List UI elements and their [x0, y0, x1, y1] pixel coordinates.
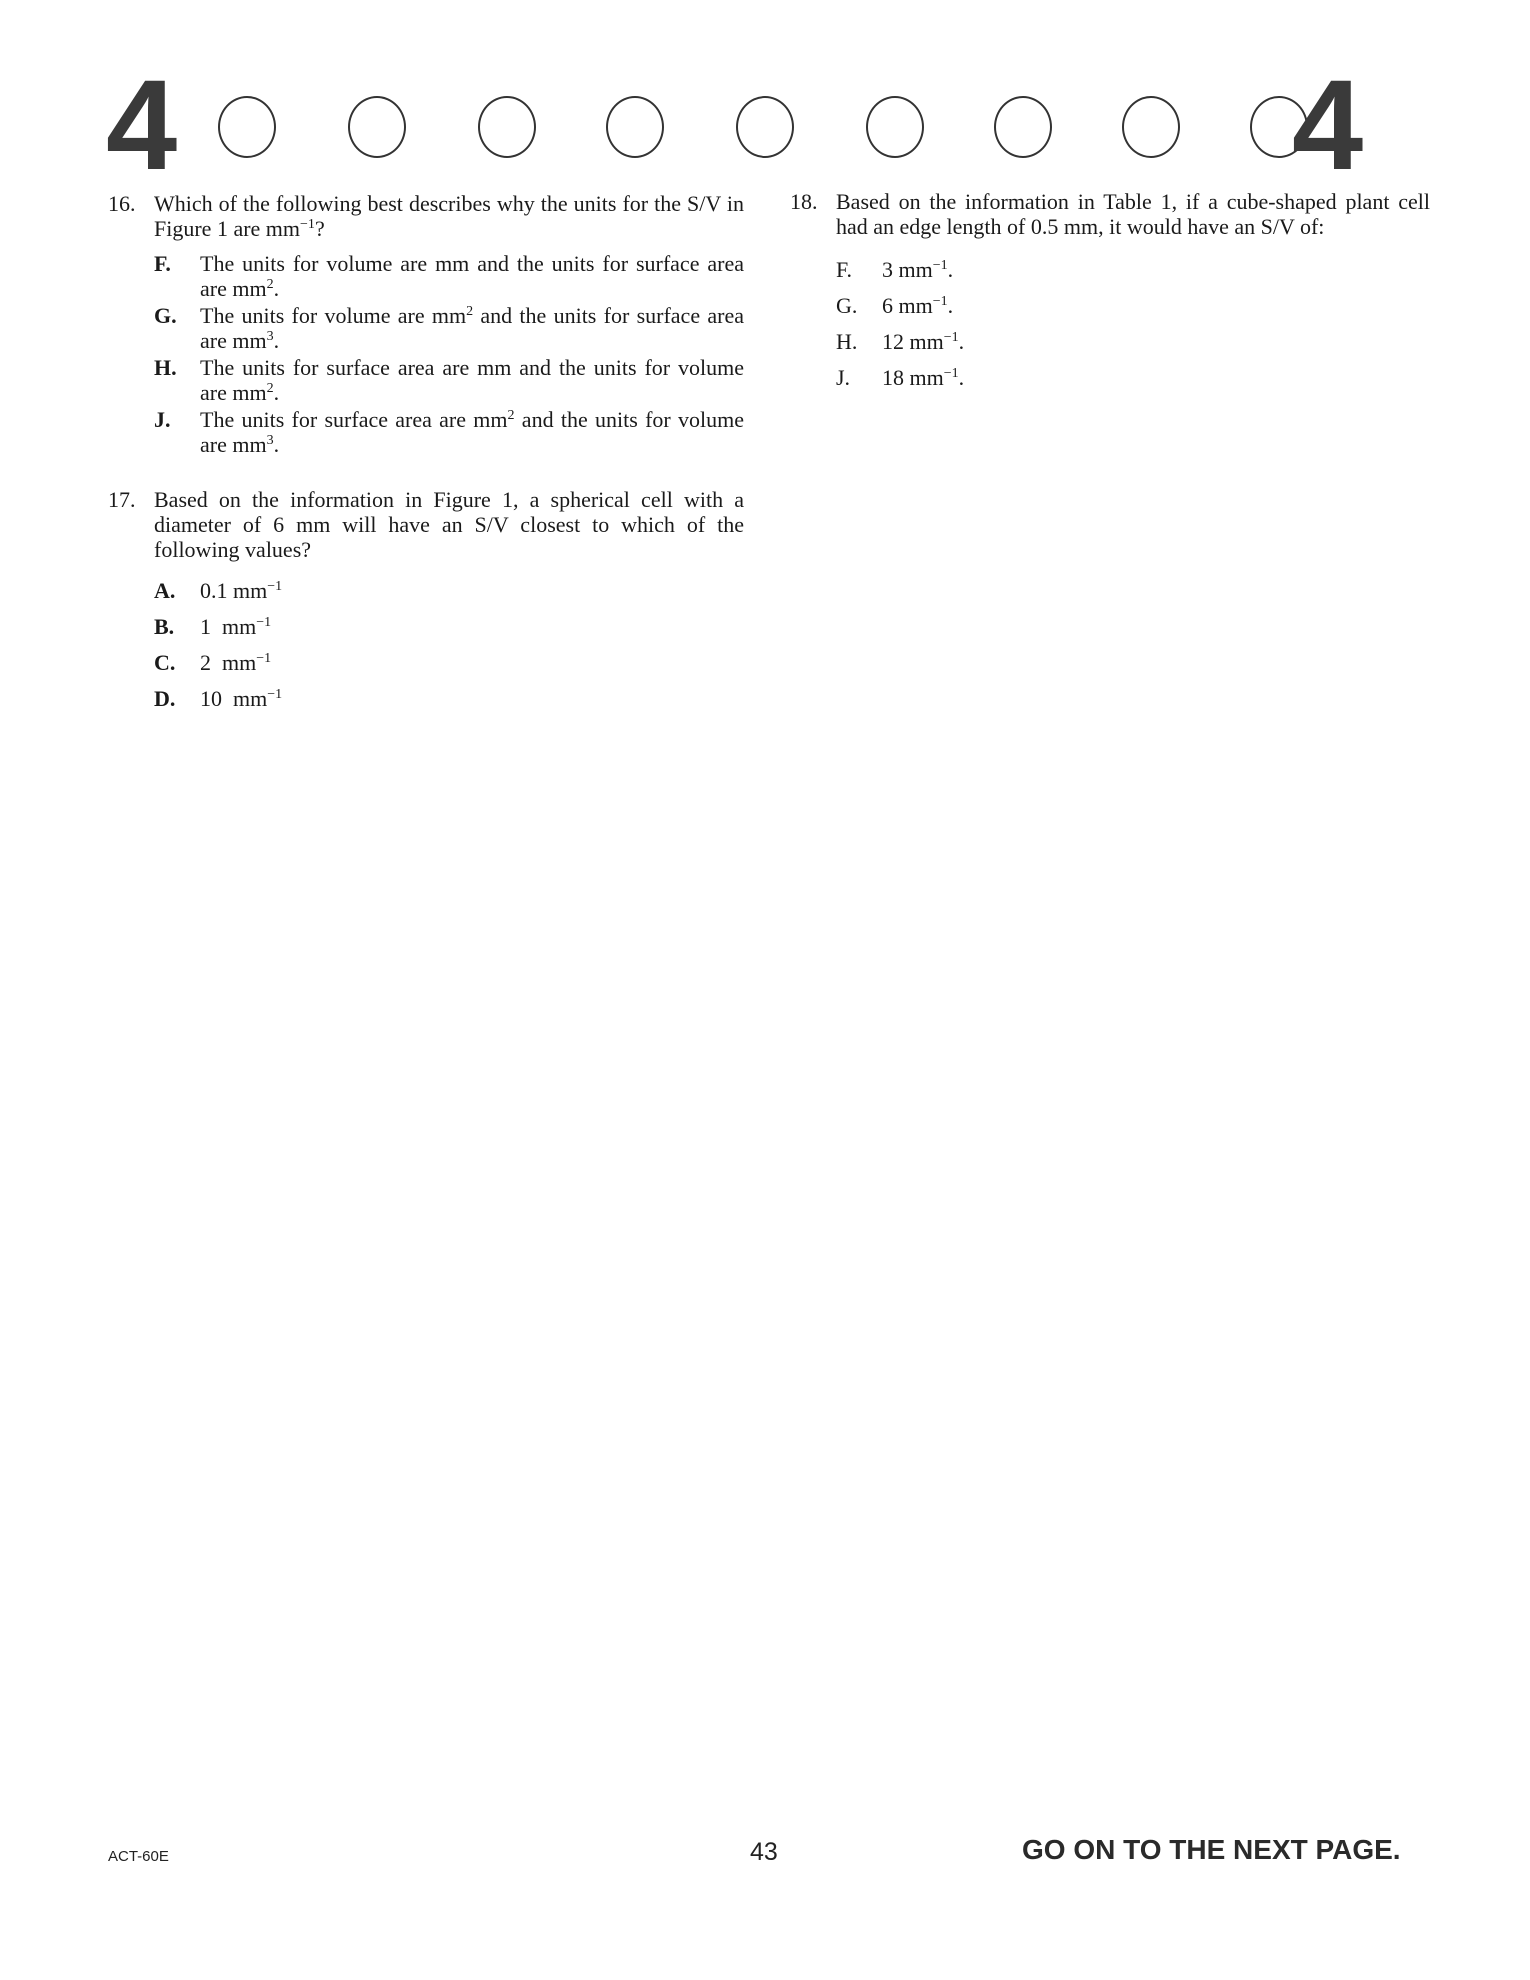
question-number: 16. — [108, 191, 136, 216]
header-circle — [348, 96, 406, 158]
answer-choices — [154, 578, 744, 711]
header-circle — [1122, 96, 1180, 158]
answer-choice-a[interactable]: A. 0.1 $mm^{-1}$ — [154, 578, 283, 603]
answer-choice-f[interactable]: F. 3 $mm^{-1}$. — [836, 257, 954, 282]
question-18 — [790, 189, 1430, 390]
page-number: 43 — [750, 1838, 778, 1866]
question-stem: Based on the information in Table 1, if a cube-shaped plant cell had an edge length of 0.5 mm, it would have an S/V of: — [836, 189, 1430, 239]
header-circle-row — [218, 96, 1288, 166]
section-number-left: 4 — [106, 54, 178, 197]
choice-letter: F. — [154, 251, 171, 276]
answer-choice-b[interactable]: B. 1 $mm^{-1}$ — [154, 614, 272, 639]
answer-choice-c[interactable]: C. 2 $mm^{-1}$ — [154, 650, 272, 675]
answer-choice-f[interactable]: F. The units for volume are mm and the units for surface area are $mm^2$. — [154, 251, 744, 301]
answer-choice-g[interactable]: G. The units for volume are $mm^2$ and the units for surface area are $mm^3$. — [154, 303, 744, 353]
choice-letter: G. — [836, 293, 858, 318]
choice-letter: G. — [154, 303, 177, 328]
header-circle — [478, 96, 536, 158]
question-stem: Which of the following best describes why the units for the S/V in Figure 1 are $mm^{-1}$? — [154, 191, 744, 241]
question-number: 18. — [790, 189, 818, 214]
answer-choice-j[interactable]: J. The units for surface area are $mm^2$ and the units for volume are $mm^3$. — [154, 407, 744, 457]
answer-choice-d[interactable]: D. 10 $mm^{-1}$ — [154, 686, 283, 711]
answer-choices — [836, 257, 1430, 390]
answer-choice-h[interactable]: H. The units for surface area are mm and the units for volume are $mm^2$. — [154, 355, 744, 405]
header-circle — [994, 96, 1052, 158]
choice-letter: J. — [154, 407, 171, 432]
question-16 — [108, 191, 744, 457]
header-circle — [866, 96, 924, 158]
question-stem: Based on the information in Figure 1, a spherical cell with a diameter of 6 mm will have an S/V closest to which of the following values? — [154, 487, 744, 562]
choice-letter: C. — [154, 650, 176, 675]
answer-choice-g[interactable]: G. 6 $mm^{-1}$. — [836, 293, 954, 318]
question-number: 17. — [108, 487, 136, 512]
choice-letter: J. — [836, 365, 851, 390]
go-on-notice: GO ON TO THE NEXT PAGE. — [1022, 1834, 1401, 1865]
section-number-right: 4 — [1292, 54, 1364, 197]
choice-letter: H. — [154, 355, 177, 380]
choice-letter: B. — [154, 614, 175, 639]
question-17 — [108, 487, 744, 711]
choice-letter: A. — [154, 578, 176, 603]
header-circle — [218, 96, 276, 158]
header-circle — [736, 96, 794, 158]
choice-letter: H. — [836, 329, 858, 354]
choice-letter: D. — [154, 686, 176, 711]
answer-choice-h[interactable]: H. 12 $mm^{-1}$. — [836, 329, 965, 354]
right-column — [790, 189, 1430, 401]
form-code: ACT-60E — [108, 1848, 169, 1865]
header-circle — [606, 96, 664, 158]
answer-choices — [154, 251, 744, 457]
left-column — [108, 191, 744, 722]
answer-choice-j[interactable]: J. 18 $mm^{-1}$. — [836, 365, 965, 390]
choice-letter: F. — [836, 257, 852, 282]
